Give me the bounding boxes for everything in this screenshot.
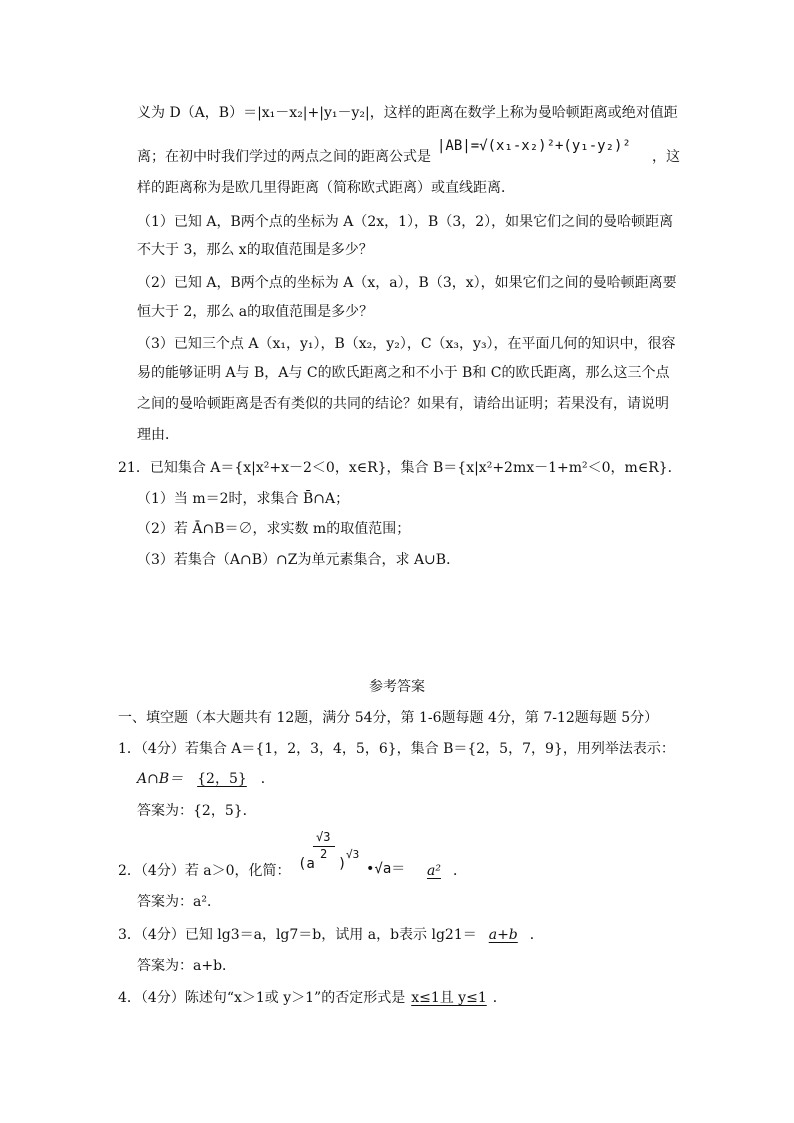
period: ． — [452, 863, 467, 879]
text-line: 样的距离称为是欧几里得距离（简称欧式距离）或直线距离． — [137, 180, 515, 196]
answer-blank: a+b — [488, 927, 518, 943]
distance-formula: |AB|=√(x₁-x₂)²+(y₁-y₂)² — [437, 138, 631, 154]
answer-question: 2．（4分）若 a＞0，化简： — [118, 863, 291, 879]
problem-stem: 21．已知集合 A＝{x|x²+x－2＜0，x∈R}，集合 B＝{x|x²+2mx－1+m²＜0，m∈R}． — [118, 460, 682, 476]
formula-tail: •√a＝ — [366, 861, 406, 877]
question-line: 恒大于 2，那么 a的取值范围是多少？ — [137, 304, 374, 320]
outer-exponent: √3 — [346, 848, 360, 861]
answer-blank: x≤1且 y≤1 — [411, 990, 487, 1006]
question-line: 不大于 3，那么 x的取值范围是多少？ — [137, 242, 373, 258]
section-heading: 一、填空题（本大题共有 12题，满分 54分，第 1-6题每题 4分，第 7-12题每题 5分） — [118, 710, 659, 726]
question-line: （2）已知 A，B两个点的坐标为 A（x，a），B（3，x），如果它们之间的曼哈顿距离要 — [137, 275, 677, 291]
answer-question: 4．（4分）陈述句“x＞1或 y＞1”的否定形式是 — [118, 990, 406, 1006]
paren-close: ) — [338, 856, 347, 872]
period: ． — [529, 927, 544, 943]
question-line: （3）若集合（A∩B）∩Z为单元素集合，求 A∪B． — [137, 552, 461, 568]
answer-blank: {2，5} — [197, 771, 247, 787]
period: ． — [492, 990, 507, 1006]
answer-text: 答案为：a+b． — [137, 958, 237, 974]
question-line: （1）已知 A，B两个点的坐标为 A（2x，1），B（3，2），如果它们之间的曼哈顿距离 — [137, 214, 674, 230]
answer-line — [415, 861, 467, 881]
question-line: 理由． — [137, 427, 179, 443]
question-line: （1）当 m＝2时，求集合 B̄∩A； — [137, 491, 350, 507]
answers-title: 参考答案 — [369, 679, 425, 695]
question-line: （2）若 Ā∩B＝∅，求实数 m的取值范围； — [137, 521, 411, 537]
question-line: 易的能够证明 A与 B，A与 C的欧氏距离之和不小于 B和 C的欧氏距离，那么这三个点 — [137, 365, 670, 381]
base-a: (a — [298, 856, 315, 872]
answer-text: 答案为：{2，5}． — [137, 803, 257, 819]
exponent-denominator: 2 — [320, 847, 328, 861]
text-line: 离；在初中时我们学过的两点之间的距离公式是 — [137, 149, 431, 165]
answer-text: 答案为：a²． — [137, 894, 221, 910]
text-line: 义为 D（A，B）＝|x₁－x₂|+|y₁－y₂|，这样的距离在数学上称为曼哈顿距离或绝对值距 — [137, 105, 678, 121]
question-line: （3）已知三个点 A（x₁，y₁），B（x₂，y₂），C（x₃，y₃），在平面几何的知识中，很容 — [137, 336, 676, 352]
text-line: ，这 — [652, 149, 680, 165]
period: ． — [260, 771, 275, 787]
answer-line — [118, 925, 544, 945]
answer-question: 3．（4分）已知 lg3＝a，lg7＝b，试用 a，b表示 lg21＝ — [118, 927, 477, 943]
answer-line — [137, 769, 275, 789]
question-line: 之间的曼哈顿距离是否有类似的共同的结论？如果有，请给出证明；若果没有，请说明 — [137, 396, 669, 412]
answer-question: 1．（4分）若集合 A＝{1，2，3，4，5，6}，集合 B＝{2，5，7，9}，用列举法表示： — [118, 741, 675, 757]
expr: A∩B＝ — [137, 771, 184, 787]
answer-blank: a² — [427, 863, 441, 879]
exponent-sqrt3: √3 — [316, 830, 331, 844]
answer-line — [118, 988, 507, 1008]
